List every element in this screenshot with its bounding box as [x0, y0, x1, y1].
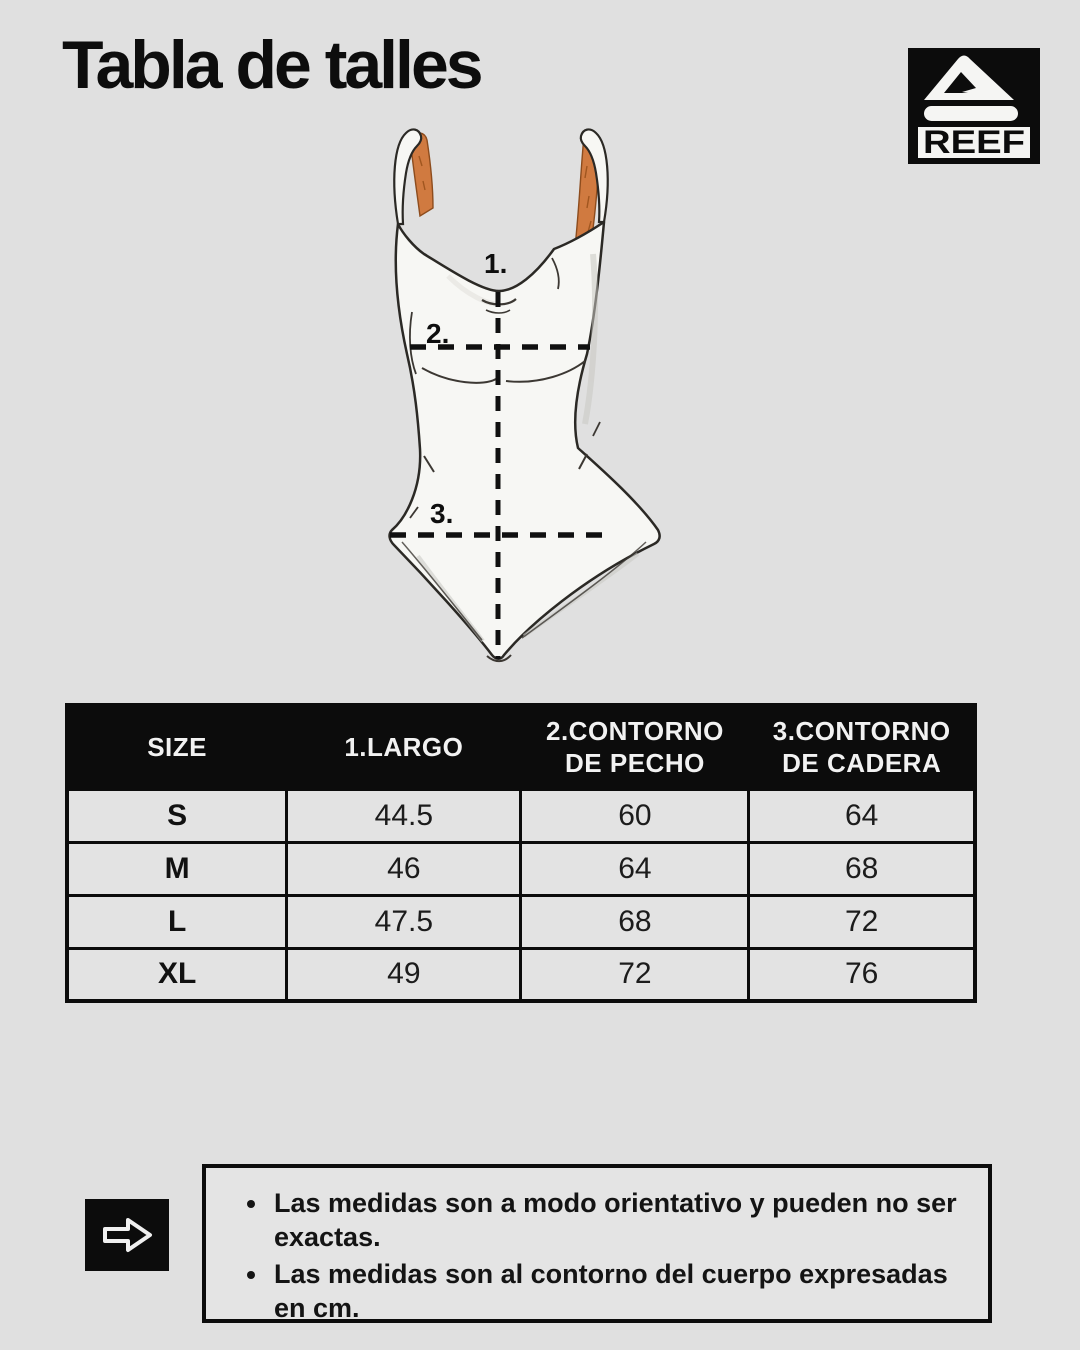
measure-label-2: 2. — [426, 318, 450, 349]
cell-size: L — [67, 895, 287, 948]
cell-cadera: 64 — [749, 789, 975, 842]
reef-wordmark: REEF — [923, 124, 1025, 160]
reef-mountain-icon — [924, 56, 1014, 101]
strap-stitch-marks — [419, 156, 591, 232]
cell-pecho: 68 — [521, 895, 749, 948]
cell-largo: 46 — [287, 842, 521, 895]
cell-pecho: 64 — [521, 842, 749, 895]
cell-cadera: 76 — [749, 948, 975, 1001]
measure-label-1: 1. — [484, 248, 508, 279]
reef-logo — [908, 48, 1040, 164]
col-header-largo: 1.LARGO — [287, 705, 521, 789]
cell-pecho: 60 — [521, 789, 749, 842]
arrow-icon-box — [85, 1199, 169, 1271]
swimsuit-diagram — [388, 126, 673, 674]
table-row — [67, 842, 975, 895]
table-row — [67, 789, 975, 842]
swimsuit-illustration — [388, 126, 673, 674]
col-header-pecho: 2.CONTORNO DE PECHO — [521, 705, 749, 789]
col-header-size: SIZE — [67, 705, 287, 789]
cell-size: S — [67, 789, 287, 842]
cell-pecho: 72 — [521, 948, 749, 1001]
reef-bar-icon — [924, 106, 1018, 121]
cell-cadera: 68 — [749, 842, 975, 895]
cell-largo: 44.5 — [287, 789, 521, 842]
note-item: • Las medidas son al contorno del cuerpo expresadas en cm. — [270, 1257, 988, 1325]
table-row — [67, 948, 975, 1001]
reef-logo-graphic — [908, 48, 1040, 164]
note-item: • Las medidas son a modo orientativo y pueden no ser exactas. — [270, 1186, 988, 1254]
size-table-header-row — [67, 705, 975, 789]
cell-largo: 47.5 — [287, 895, 521, 948]
right-arrow-icon — [98, 1212, 156, 1258]
notes-box — [202, 1164, 992, 1323]
swimsuit-body — [390, 222, 660, 659]
cell-size: XL — [67, 948, 287, 1001]
page-title: Tabla de talles — [62, 27, 481, 103]
cell-size: M — [67, 842, 287, 895]
col-header-cadera: 3.CONTORNO DE CADERA — [749, 705, 975, 789]
size-table — [65, 703, 977, 1003]
cell-cadera: 72 — [749, 895, 975, 948]
table-row — [67, 895, 975, 948]
measure-label-3: 3. — [430, 498, 454, 529]
cell-largo: 49 — [287, 948, 521, 1001]
notes-list — [206, 1186, 988, 1325]
